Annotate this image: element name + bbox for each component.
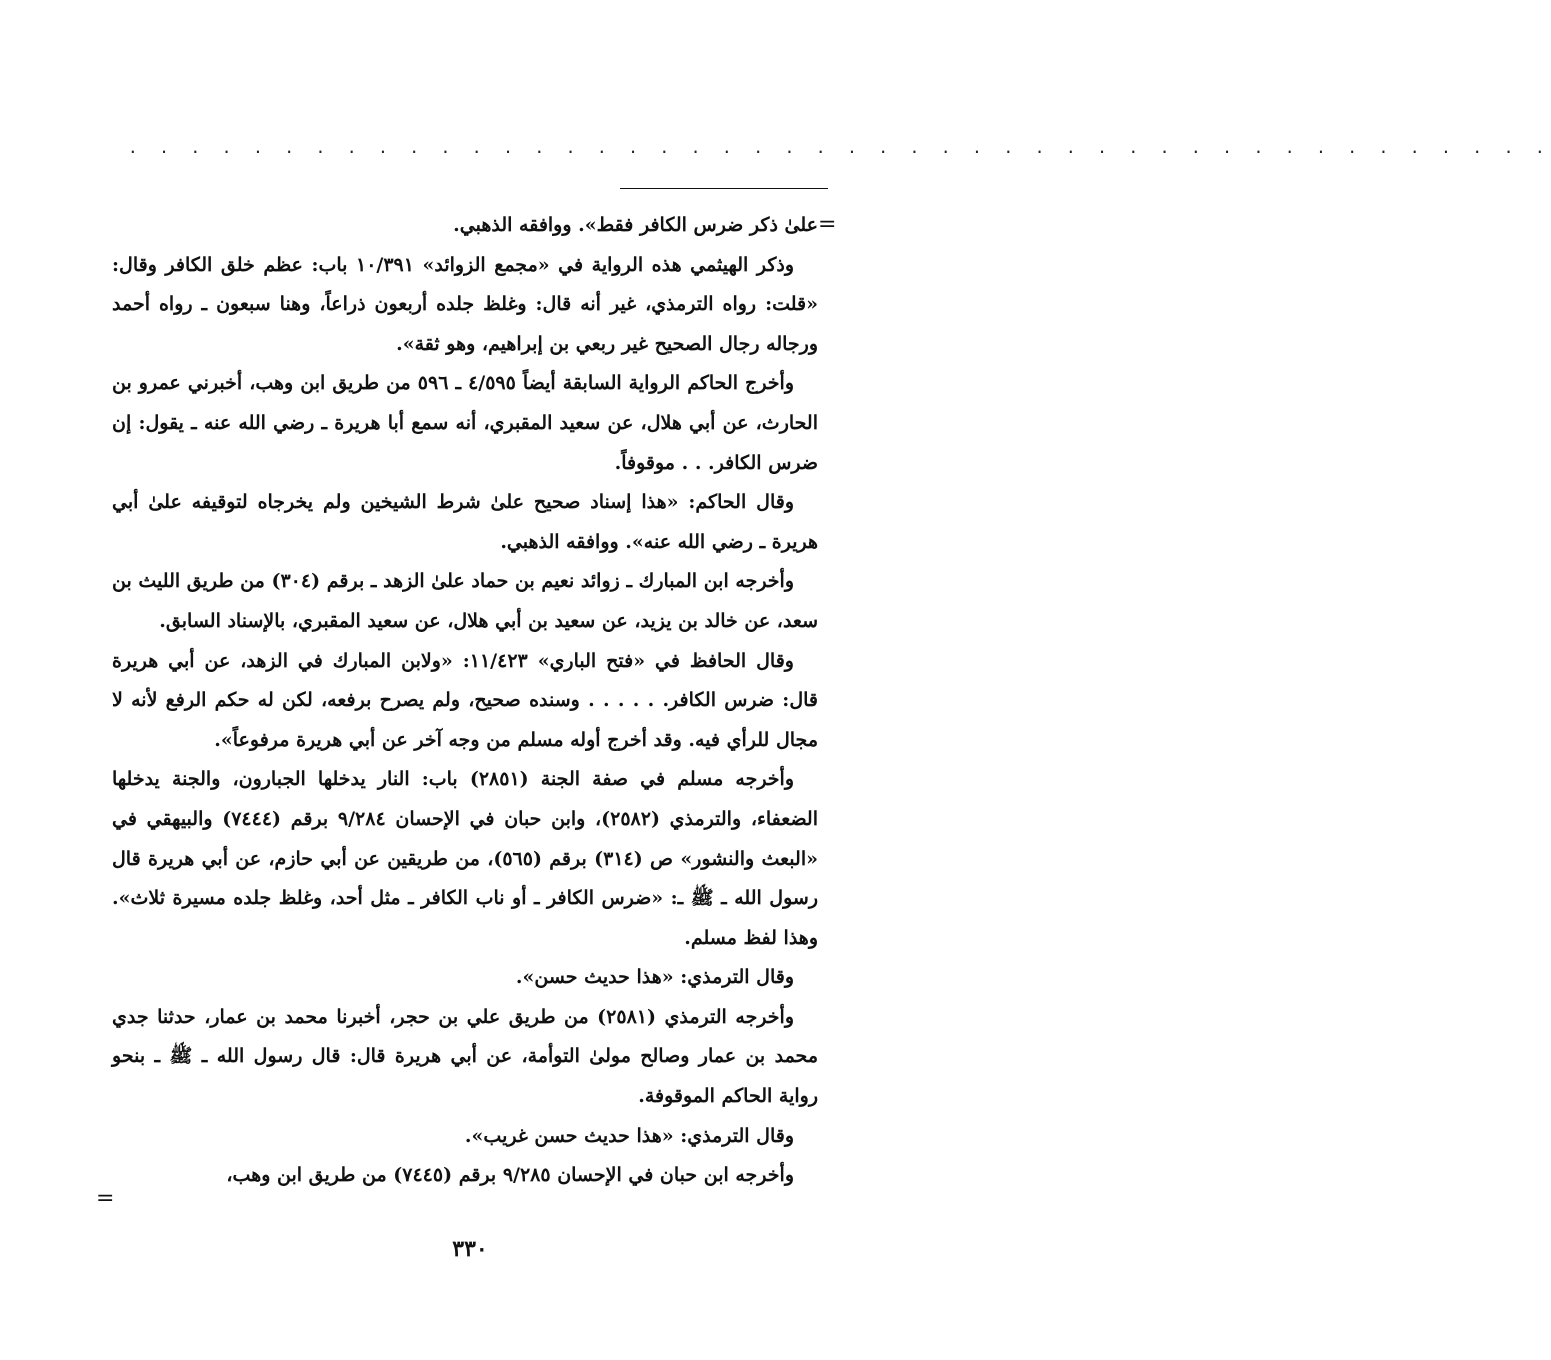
paragraph-3: وأخرج الحاكم الرواية السابقة أيضاً ٤/٥٩٥ ـ ٥٩٦ من طريق ابن وهب، أخبرني عمرو بن الحارث، عن أبي هلال، عن سعيد المقبري، أنه سمع أبا هريرة ـ رضي الله عنه ـ يقول: إن ضرس الكافر. . . موقوفاً. [112,372,818,474]
continuation-mark-top: = [818,212,837,237]
paragraph-7: وأخرجه مسلم في صفة الجنة (٢٨٥١) باب: النار يدخلها الجبارون، والجنة يدخلها الضعفاء، والترمذي (٢٥٨٢)، وابن حبان في الإحسان ٩/٢٨٤ برقم (٧٤٤٤) والبيهقي في «البعث والنشور» ص (٣١٤) برقم (٥٦٥)، من طريقين عن أبي حازم، عن أبي هريرة قال رسول الله ـ ﷺ ـ: «ضرس الكافر ـ أو ناب الكافر ـ مثل أحد، وغلظ جلده مسيرة ثلاث». وهذا لفظ مسلم. [112,768,818,949]
paragraph-5: وأخرجه ابن المبارك ـ زوائد نعيم بن حماد علىٰ الزهد ـ برقم (٣٠٤) من طريق الليث بن سعد، عن خالد بن يزيد، عن سعيد بن أبي هلال، عن سعيد المقبري، بالإسناد السابق. [112,570,818,632]
paragraph-10: وقال الترمذي: «هذا حديث حسن غريب». [464,1124,794,1147]
paragraph-8: وقال الترمذي: «هذا حديث حسن». [515,966,794,989]
paragraph-6: وقال الحافظ في «فتح الباري» ١١/٤٢٣: «ولابن المبارك في الزهد، عن أبي هريرة قال: ضرس الكافر. . . . . . وسنده صحيح، ولم يصرح برفعه، لكن له حكم الرفع لأنه لا مجال للرأي فيه. وقد أخرج أوله مسلم من وجه آخر عن أبي هريرة مرفوعاً». [112,649,818,751]
paragraph-11: وأخرجه ابن حبان في الإحسان ٩/٢٨٥ برقم (٧٤٤٥) من طريق ابن وهب، [226,1164,794,1187]
paragraph-4: وقال الحاكم: «هذا إسناد صحيح علىٰ شرط الشيخين ولم يخرجاه لتوقيفه علىٰ أبي هريرة ـ رضي الله عنه». ووافقه الذهبي. [112,491,818,553]
page-number: ٣٣٠ [452,1236,488,1262]
paragraph-2: وذكر الهيثمي هذه الرواية في «مجمع الزوائد» ١٠/٣٩١ باب: عظم خلق الكافر وقال: «قلت: رواه الترمذي، غير أنه قال: وغلظ جلده أربعون ذراعاً، وهنا سبعون ـ رواه أحمد ورجاله رجال الصحيح غير ربعي بن إبراهيم، وهو ثقة». [112,253,818,355]
paragraph-1: علىٰ ذكر ضرس الكافر فقط». ووافقه الذهبي. [453,214,818,236]
paragraph-9: وأخرجه الترمذي (٢٥٨١) من طريق علي بن حجر، أخبرنا محمد بن عمار، حدثنا جدي محمد بن عمار وصالح مولىٰ التوأمة، عن أبي هريرة قال: قال رسول الله ـ ﷺ ـ بنحو رواية الحاكم الموقوفة. [112,1005,818,1108]
dotted-separator: . . . . . . . . . . . . . . . . . . . . . . . . . . . . . . . . . . . . . . . . . . . . . . [128,138,1551,157]
footnote-rule [620,188,828,189]
continuation-mark-bottom: = [96,1186,115,1211]
footnote-body [112,206,818,1196]
